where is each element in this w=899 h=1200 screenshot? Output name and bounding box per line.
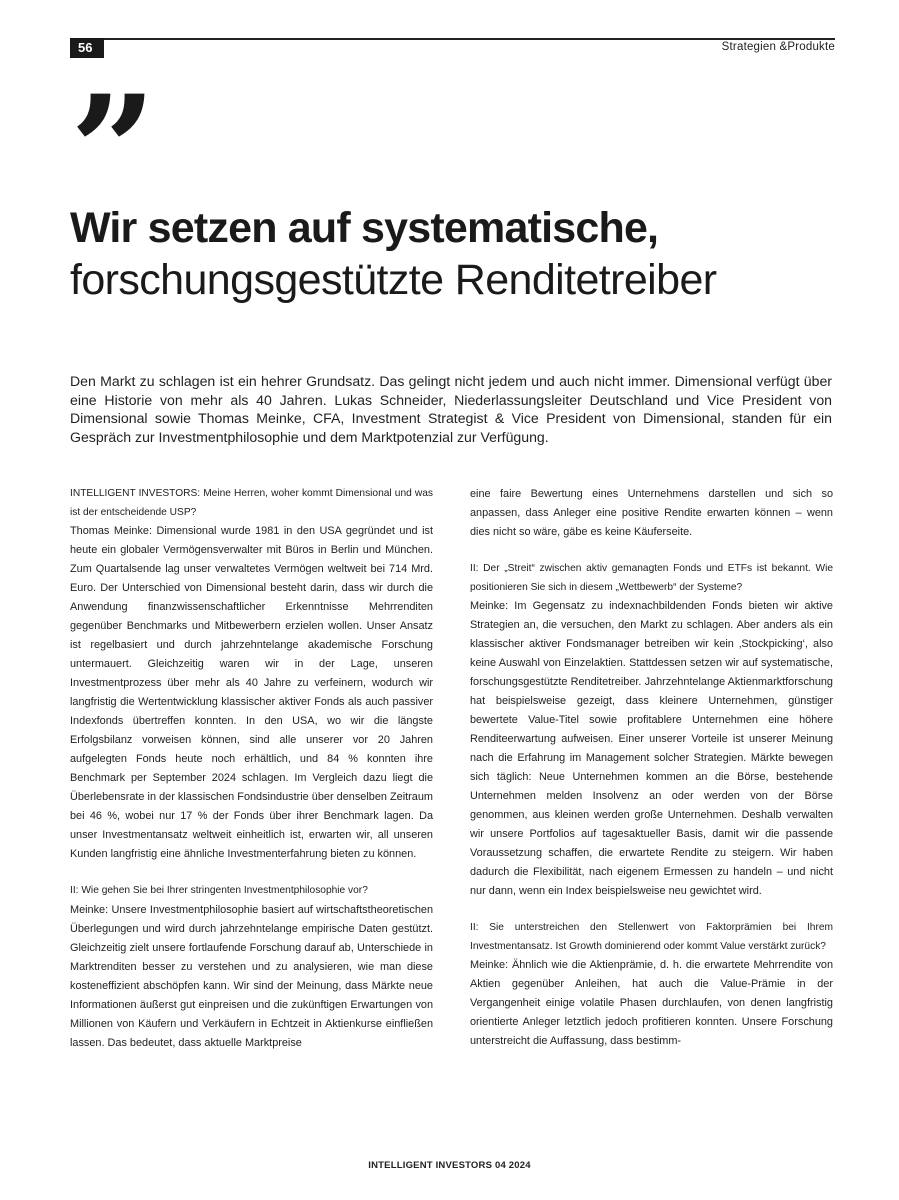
answer-1: Thomas Meinke: Dimensional wurde 1981 in den USA gegründet und ist heute ein globaler Vermögensverwalter mit Büros in Berlin und München. Zum Quartalsende lag unser verwaltetes Vermögen weltweit bei 714 Mrd. Euro. Der Unterschied von Dimensional besteht darin, dass wir durch die Anwendung finanzwissenschaftlicher Erkenntnisse Mehrrenditen gegenüber Benchmarks und Mitbewerbern erzielen wollen. Unser Ansatz ist regelbasiert und durch jahrzehntelange akademische Forschung untermauert. Gleichzeitig waren wir in der Lage, unseren Investmentprozess über mehr als 40 Jahre zu verfeinern, wodurch wir langfristig die Wertentwicklung klassischer aktiver Fonds als auch passiver Indexfonds übertreffen konnten. In den USA, wo wir die längste Erfolgsbilanz vorweisen können, sind alle unserer vor 20 Jahren aufgelegten Fonds heute noch erhältlich, und 84 % konnten ihre Benchmark per September 2024 schlagen. Im Vergleich dazu liegt die Überlebensrate in der klassischen Fondsindustrie über denselben Zeitraum bei 46 %, wobei nur 17 % der Fonds über ihrer Benchmark lagen. Da unser Investmentansatz weltweit einheitlich ist, erwarten wir, all unseren Kunden langfristig eine ähnliche Investmenterfahrung bieten zu können. — [70, 525, 433, 860]
intro-paragraph: Den Markt zu schlagen ist ein hehrer Grundsatz. Das gelingt nicht jedem und auch nicht immer. Dimensional verfügt über eine Historie von mehr als 40 Jahren. Lukas Schneider, Niederlassungsleiter Deutschland und Vice President von Dimensional sowie Thomas Meinke, CFA, Investment Strategist & Vice President von Dimensional, standen für ein Gespräch zur Investmentphilosophie und dem Marktpotenzial zur Verfügung. — [70, 373, 832, 445]
footer: INTELLIGENT INVESTORS 04 2024 — [368, 1160, 531, 1171]
section-label: Strategien &Produkte — [721, 41, 835, 53]
headline-line-1: Wir setzen auf systematische, — [70, 204, 659, 252]
left-column — [70, 485, 433, 1053]
right-column — [470, 485, 833, 1051]
answer-4: Meinke: Ähnlich wie die Aktienprämie, d. h. die erwartete Mehrrendite von Aktien gegenüber Anleihen, hat auch die Value-Prämie in der Vergangenheit einige volatile Phasen durchlaufen, von denen langfristig orientierte Anleger letztlich jedoch profitieren konnten. Unsere Forschung unterstreicht die Auffassung, dass bestimm- — [470, 959, 833, 1047]
page-header — [70, 38, 835, 60]
headline-line-2: forschungsgestützte Renditetreiber — [70, 256, 717, 304]
quote-mark: ” — [70, 63, 149, 239]
page-number: 56 — [70, 38, 104, 58]
answer-3: Meinke: Im Gegensatz zu indexnachbildenden Fonds bieten wir aktive Strategien an, die versuchen, den Markt zu schlagen. Aber anders als ein klassischer aktiver Fondsmanager betreiben wir kein ‚Stockpicking‘, also keine Auswahl von Einzelaktien. Stattdessen setzen wir auf systematische, forschungsgestützte Renditetreiber. Jahrzehntelange Aktienmarktforschung hat beispielsweise gezeigt, dass kleinere Unternehmen, günstiger bewertete Value-Titel sowie profitablere Unternehmen eine höhere Renditeerwartung aufweisen. Einer unserer Vorteile ist unserer Meinung nach die Erfahrung im Management solcher Strategien. Märkte bewegen sich täglich: Neue Unternehmen kommen an die Börse, bestehende Unternehmen melden Insolvenz an oder werden von der Börse genommen, aus kleinen werden große Unternehmen. Deshalb verwalten wir unsere Portfolios auf tagesaktueller Basis, damit wir die passende Voraussetzung schaffen, die erwartete Rendite zu steigern. Wir haben dadurch die Flexibilität, nach eigenem Ermessen zu handeln – und nicht nur dann, wenn ein Index beispielsweise neu gewichtet wird. — [470, 600, 833, 897]
headline — [70, 202, 850, 306]
question-4: II: Sie unterstreichen den Stellenwert von Faktorprämien bei Ihrem Investmentansatz. Ist Growth dominierend oder kommt Value verstärkt zurück? — [470, 922, 833, 952]
question-1: INTELLIGENT INVESTORS: Meine Herren, woher kommt Dimensional und was ist der entscheidende USP? — [70, 488, 433, 518]
answer-2: Meinke: Unsere Investmentphilosophie basiert auf wirtschaftstheoretischen Überlegungen und wird durch jahrzehntelange empirische Daten gestützt. Gleichzeitig zielt unsere fortlaufende Forschung darauf ab, Unterschiede in Marktrenditen besser zu verstehen und zu analysieren, wie man diese kosteneffizient abschöpfen kann. Wir sind der Meinung, dass Märkte neue Informationen äußerst gut einpreisen und die zukünftigen Erwartungen von Millionen von Käufern und Verkäufern in Echtzeit in Aktienkurse einfließen lassen. Das bedeutet, dass aktuelle Marktpreise — [70, 903, 433, 1049]
header-rule — [70, 38, 835, 40]
answer-2-continued: eine faire Bewertung eines Unternehmens darstellen und sich so anpassen, dass Anleger eine positive Rendite erwarten können – wenn dies nicht so wäre, gäbe es keine Käuferseite. — [470, 488, 833, 538]
question-3: II: Der „Streit“ zwischen aktiv gemanagten Fonds und ETFs ist bekannt. Wie positionieren Sie sich in diesem „Wettbewerb“ der Systeme? — [470, 563, 833, 593]
question-2: II: Wie gehen Sie bei Ihrer stringenten Investmentphilosophie vor? — [70, 885, 368, 896]
